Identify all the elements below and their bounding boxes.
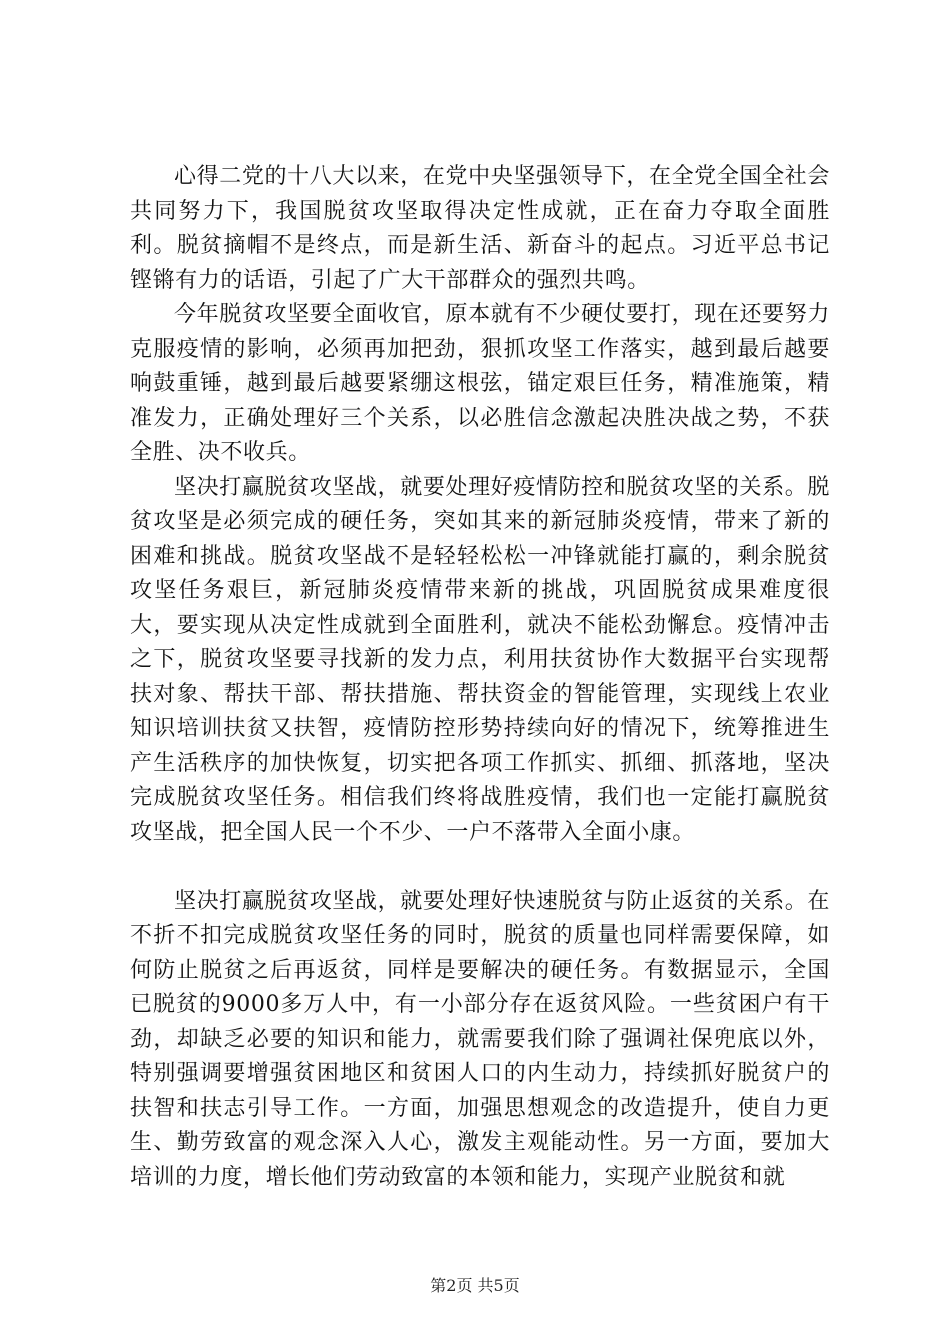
page-footer: 第2页 共5页 bbox=[430, 1276, 520, 1295]
paragraph: 今年脱贫攻坚要全面收官，原本就有不少硬仗要打，现在还要努力克服疫情的影响，必须再加把劲，狠抓攻坚工作落实，越到最后越要响鼓重锤，越到最后越要紧绷这根弦，锚定艰巨任务，精准施策，精准发力，正确处理好三个关系，以必胜信念激起决胜决战之势，不获全胜、决不收兵。 bbox=[130, 302, 830, 465]
paragraph: 坚决打赢脱贫攻坚战，就要处理好疫情防控和脱贫攻坚的关系。脱贫攻坚是必须完成的硬任务，突如其来的新冠肺炎疫情，带来了新的困难和挑战。脱贫攻坚战不是轻轻松松一冲锋就能打赢的，剩余脱贫攻坚任务艰巨，新冠肺炎疫情带来新的挑战，巩固脱贫成果难度很大，要实现从决定性成就到全面胜利，就决不能松劲懈怠。疫情冲击之下，脱贫攻坚要寻找新的发力点，利用扶贫协作大数据平台实现帮扶对象、帮扶干部、帮扶措施、帮扶资金的智能管理，实现线上农业知识培训扶贫又扶智，疫情防控形势持续向好的情况下，统筹推进生产生活秩序的加快恢复，切实把各项工作抓实、抓细、抓落地，坚决完成脱贫攻坚任务。相信我们终将战胜疫情，我们也一定能打赢脱贫攻坚战，把全国人民一个不少、一户不落带入全面小康。 bbox=[130, 474, 830, 845]
document-body bbox=[130, 160, 830, 1195]
paragraph: 坚决打赢脱贫攻坚战，就要处理好快速脱贫与防止返贫的关系。在不折不扣完成脱贫攻坚任务的同时，脱贫的质量也同样需要保障，如何防止脱贫之后再返贫，同样是要解决的硬任务。有数据显示，全国已脱贫的9000多万人中，有一小部分存在返贫风险。一些贫困户有干劲，却缺乏必要的知识和能力，就需要我们除了强调社保兜底以外，特别强调要增强贫困地区和贫困人口的内生动力，持续抓好脱贫户的扶智和扶志引导工作。一方面，加强思想观念的改造提升，使自力更生、勤劳致富的观念深入人心，激发主观能动性。另一方面，要加大培训的力度，增长他们劳动致富的本领和能力，实现产业脱贫和就 bbox=[130, 888, 830, 1190]
paragraph: 心得二党的十八大以来，在党中央坚强领导下，在全党全国全社会共同努力下，我国脱贫攻坚取得决定性成就，正在奋力夺取全面胜利。脱贫摘帽不是终点，而是新生活、新奋斗的起点。习近平总书记铿锵有力的话语，引起了广大干部群众的强烈共鸣。 bbox=[130, 164, 830, 293]
